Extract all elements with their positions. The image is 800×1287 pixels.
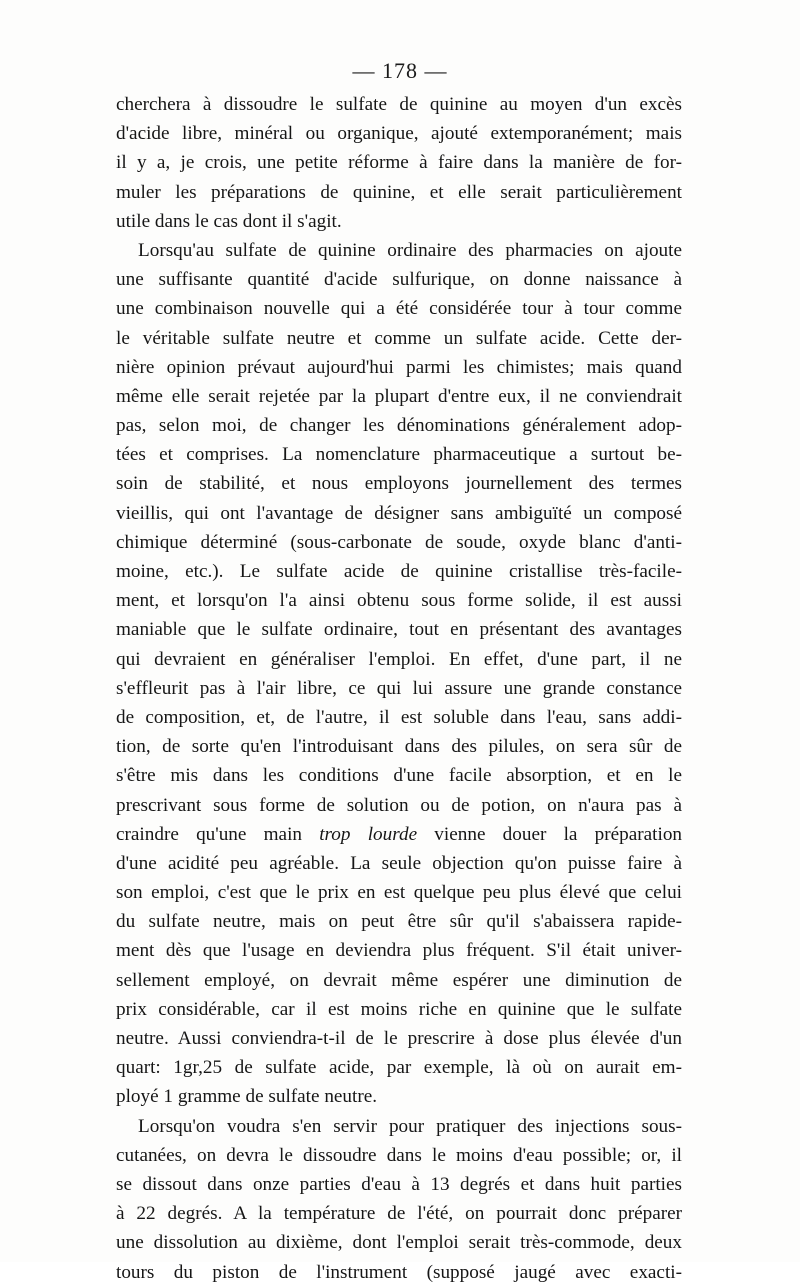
text-line: tées et comprises. La nomenclature pharmaceutique a surtout be- [116,444,682,466]
text-line: ment dès que l'usage en deviendra plus fréquent. S'il était univer- [116,940,682,962]
text-line: ment, et lorsqu'on l'a ainsi obtenu sous forme solide, il est aussi [116,590,682,612]
text-line: le véritable sulfate neutre et comme un sulfate acide. Cette der- [116,327,682,349]
text-line: quart: 1gr,25 de sulfate acide, par exemple, là où on aurait em- [116,1057,682,1079]
text-line: s'être mis dans les conditions d'une facile absorption, et en le [116,765,682,787]
italic-phrase: trop lourde [319,823,418,845]
text-line: qui devraient en généraliser l'emploi. En effet, d'une part, il ne [116,648,682,670]
text-line: à 22 degrés. A la température de l'été, on pourrait donc préparer [116,1203,682,1225]
text-line: son emploi, c'est que le prix en est quelque peu plus élevé que celui [116,882,682,904]
text-line: muler les préparations de quinine, et elle serait particulièrement [116,181,682,203]
paragraph-start-line: Lorsqu'au sulfate de quinine ordinaire des pharmacies on ajoute [138,239,682,261]
text-line: une dissolution au dixième, dont l'emploi serait très-commode, deux [116,1232,682,1254]
text-segment: vienne douer la préparation [417,823,683,845]
text-line: une combinaison nouvelle qui a été considérée tour à tour comme [116,298,682,320]
text-line: moine, etc.). Le sulfate acide de quinine cristallise très-facile- [116,561,682,582]
text-segment: craindre qu'une main [116,823,320,845]
text-line: nière opinion prévaut aujourd'hui parmi les chimistes; mais quand [116,356,682,378]
text-line: utile dans le cas dont il s'agit. [116,210,342,232]
text-line: du sulfate neutre, mais on peut être sûr qu'il s'abaissera rapide- [116,911,682,933]
text-line: neutre. Aussi conviendra-t-il de le prescrire à dose plus élevée d'un [116,1028,682,1049]
page-number: — 178 — [352,58,448,83]
text-line: même elle serait rejetée par la plupart d'entre eux, il ne conviendrait [116,385,682,407]
text-line: vieillis, qui ont l'avantage de désigner sans ambiguïté un composé [116,502,682,524]
text-line: soin de stabilité, et nous employons journellement des termes [116,473,682,495]
text-line: d'acide libre, minéral ou organique, ajouté extemporanément; mais [116,123,682,145]
text-line: se dissout dans onze parties d'eau à 13 degrés et dans huit parties [116,1173,682,1195]
text-line-with-italic [116,820,682,849]
text-line: prix considérable, car il est moins riche en quinine que le sulfate [116,998,682,1020]
text-line: maniable que le sulfate ordinaire, tout en présentant des avantages [116,619,682,641]
text-line: d'une acidité peu agréable. La seule objection qu'on puisse faire à [116,852,682,874]
text-line: sellement employé, on devrait même espérer une diminution de [116,969,682,991]
text-line: pas, selon moi, de changer les dénominations généralement adop- [116,415,682,437]
text-line: de composition, et, de l'autre, il est soluble dans l'eau, sans addi- [116,706,682,728]
text-line: cutanées, on devra le dissoudre dans le moins d'eau possible; or, il [116,1144,682,1166]
text-line: ployé 1 gramme de sulfate neutre. [116,1086,378,1108]
text-line: tion, de sorte qu'en l'introduisant dans des pilules, on sera sûr de [116,736,682,758]
paragraph-start-line: Lorsqu'on voudra s'en servir pour pratiquer des injections sous- [138,1115,682,1137]
text-line: tours du piston de l'instrument (supposé jaugé avec exacti- [116,1261,682,1283]
text-line: une suffisante quantité d'acide sulfurique, on donne naissance à [116,269,682,291]
text-line: cherchera à dissoudre le sulfate de quinine au moyen d'un excès [116,94,682,115]
body-text [116,90,682,1287]
text-line: s'effleurit pas à l'air libre, ce qui lui assure une grande constance [116,677,682,699]
text-line: prescrivant sous forme de solution ou de potion, on n'aura pas à [116,794,682,816]
text-line: chimique déterminé (sous-carbonate de soude, oxyde blanc d'anti- [116,531,682,553]
text-line: il y a, je crois, une petite réforme à faire dans la manière de for- [116,152,682,174]
